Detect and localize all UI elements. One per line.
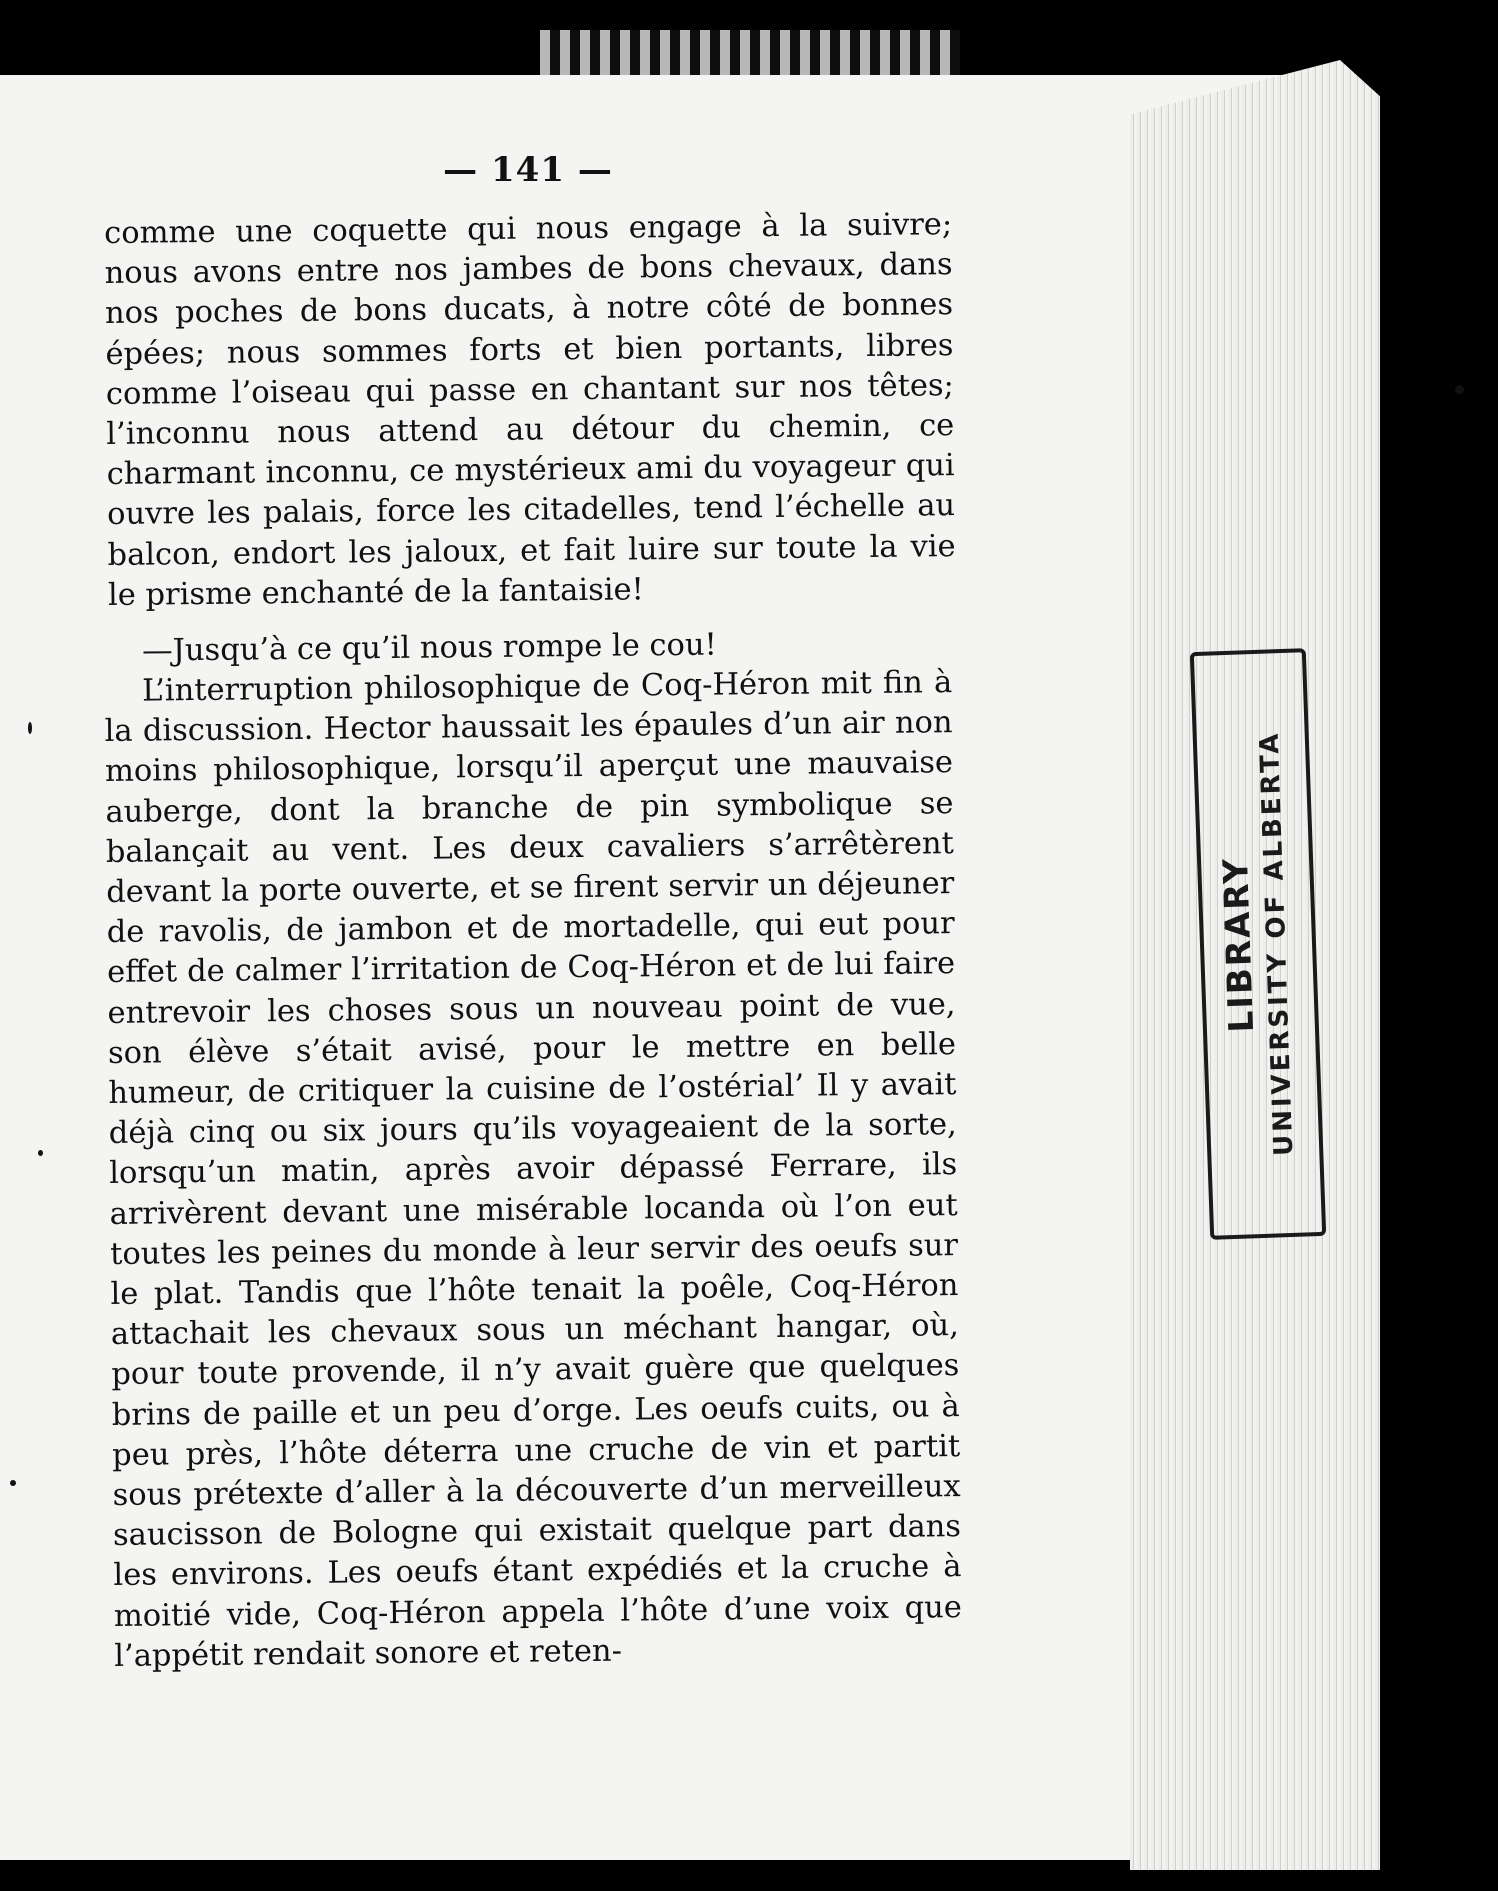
- dust-speck: [10, 1480, 16, 1486]
- film-top-edge: [540, 30, 960, 75]
- library-stamp-text: [1213, 730, 1304, 1158]
- stamp-line-university: UNIVERSITY OF ALBERTA: [1254, 730, 1300, 1157]
- paragraph-2: —Jusqu’à ce qu’il nous rompe le cou!: [142, 627, 717, 669]
- dust-speck: [1455, 385, 1464, 394]
- paragraph-1: comme une coquette qui nous engage à la suivre; nous avons entre nos jambes de bons chevaux, dans nos poches de bons ducats, à notre côté de bonnes épées; nous sommes forts et bien portants, libres comme l’oiseau qui passe en chantant sur nos têtes; l’inconnu nous attend au détour du chemin, ce charmant inconnu, ce mystérieux ami du voyageur qui ouvre les palais, force les citadelles, tend l’échelle au balcon, endort les jaloux, et fait luire sur toute la vie le prisme enchanté de la fantaisie!: [104, 207, 956, 613]
- stamp-line-library: LIBRARY: [1215, 856, 1263, 1034]
- page-text-block: [104, 150, 963, 1677]
- dust-speck: [38, 1150, 43, 1156]
- page-number: — 141 —: [443, 150, 613, 190]
- library-stamp: [1190, 648, 1326, 1240]
- dust-speck: [28, 722, 32, 734]
- paragraph-3: L’interruption philosophique de Coq-Héron mit fin à la discussion. Hector haussait les épaules d’un air non moins philosophique, lorsqu’il aperçut une mauvaise auberge, dont la branche de pin symbolique se balançait au vent. Les deux cavaliers s’arrêtèrent devant la porte ouverte, et se firent servir un déjeuner de ravolis, de jambon et de mortadelle, qui eut pour effet de calmer l’irritation de Coq-Héron et de lui faire entrevoir les choses sous un nouveau point de vue, son élève s’était avisé, pour le mettre en belle humeur, de critiquer la cuisine de l’ostérial’ Il y avait déjà cinq ou six jours qu’ils voyageaient de la sorte, lorsqu’un matin, après avoir dépassé Ferrare, ils arrivèrent devant une misérable locanda où l’on eut toutes les peines du monde à leur servir des oeufs sur le plat. Tandis que l’hôte tenait la poêle, Coq-Héron attachait les chevaux sous un méchant hangar, où, pour toute provende, il n’y avait guère que quelques brins de paille et un peu d’orge. Les oeufs cuits, ou à peu près, l’hôte déterra une cruche de vin et partit sous prétexte d’aller à la découverte d’un merveilleux saucisson de Bologne qui existait quelque part dans les environs. Les oeufs étant expédiés et la cruche à moitié vide, Coq-Héron appela l’hôte d’une voix que l’appétit rendait sonore et reten-: [104, 665, 963, 1675]
